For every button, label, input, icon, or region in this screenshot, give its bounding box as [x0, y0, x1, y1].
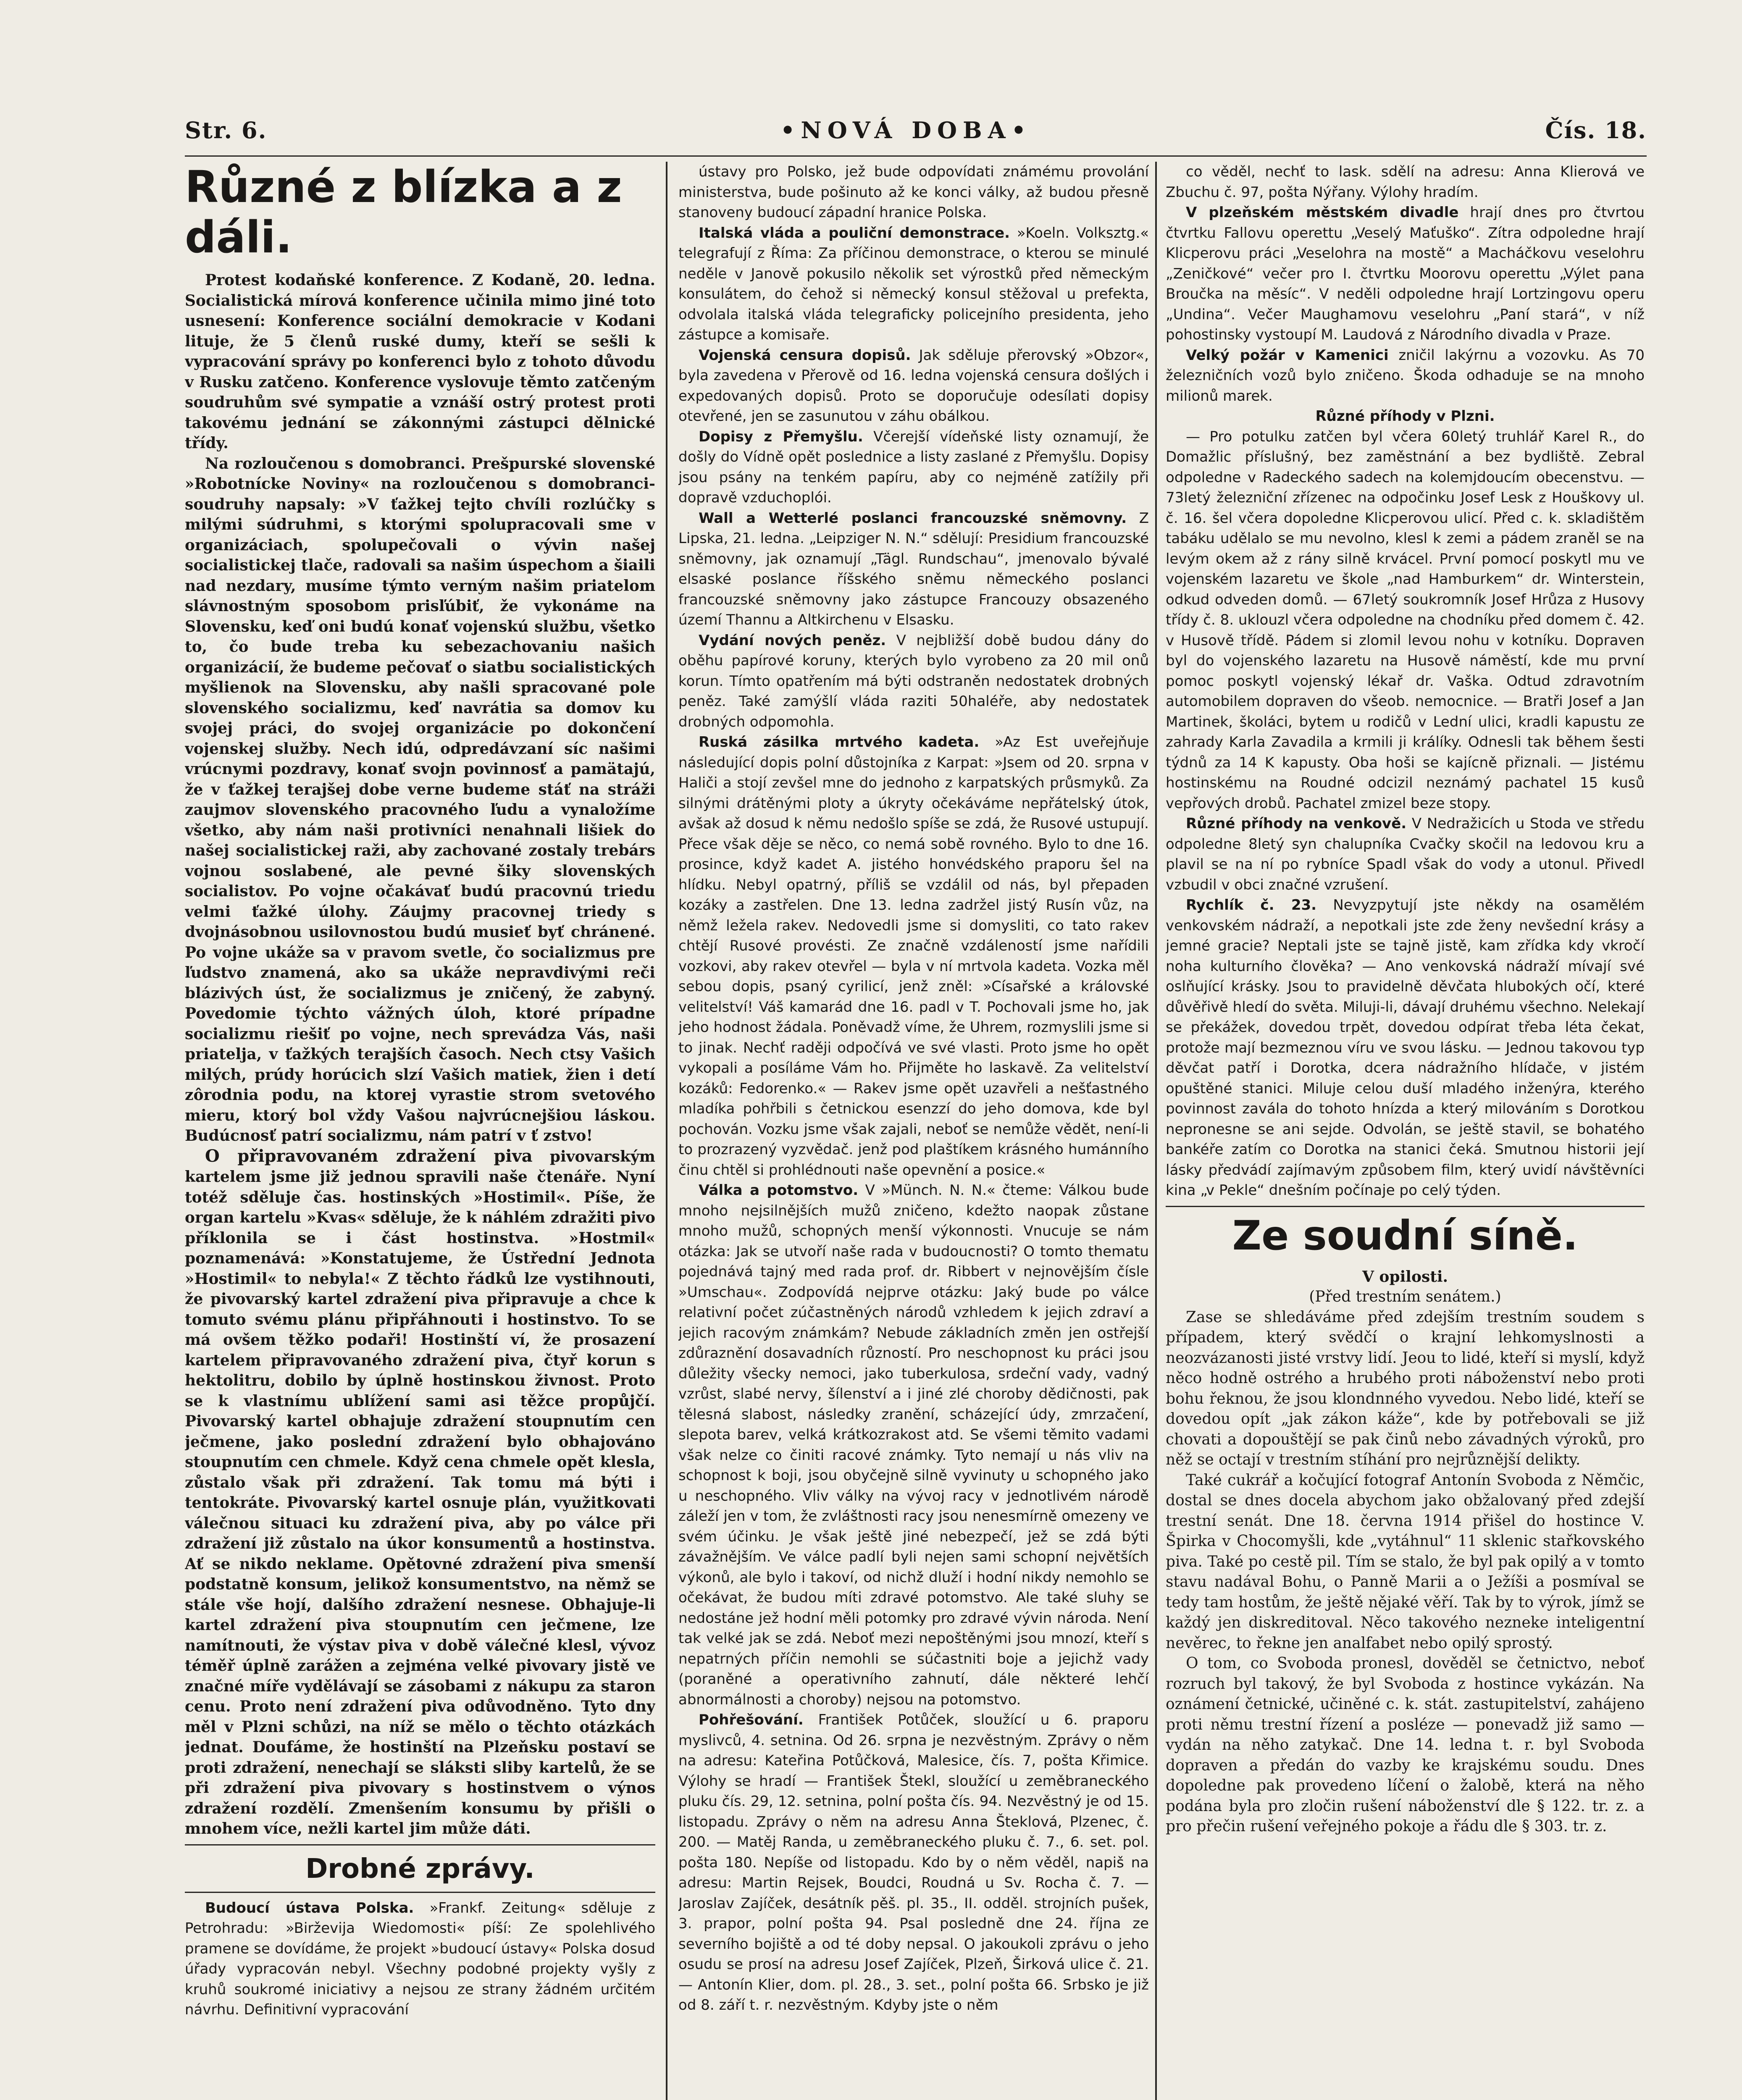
- column-rule-2: [1155, 162, 1157, 2100]
- article: [185, 454, 655, 1146]
- article-heading: V plzeňském městském divadle: [1186, 204, 1459, 221]
- section-title: Drobné zprávy.: [305, 1853, 535, 1885]
- article: [1166, 895, 1645, 1201]
- column-2: [678, 162, 1149, 2100]
- article: [678, 630, 1149, 732]
- article: [678, 732, 1149, 1180]
- article: [678, 1180, 1149, 1710]
- article-body: V Nedražicích u Stoda ve středu odpoledne 8letý syn chalupníka Cvačky skočil na ledovou kru a plavil se na ní po rybníce Spadl však do vody a utonul. Přivedl vzbudil v obci značné vzrušení.: [1166, 815, 1645, 893]
- header-rule: [185, 155, 1647, 157]
- article-heading: O připravovaném zdražení piva: [205, 1146, 533, 1166]
- article-body: pivovarským kartelem jsme již jednou spravili naše čtenáře. Nyní totéž sděluje čas. hostinských »Hostimil«. Píše, že organ kartelu »Kvas« sděluje, že k náhlém zdražiti pivo příklonila se i část hostinstva. »Hostmil« poznamenává: »Konstatujeme, že Ústřední Jednota »Hostimil« to nebyla!« Z těchto řádků lze vystihnouti, že pivovarský kartel zdražení piva připravuje a chce k tomuto svému plánu připřáhnouti i hostinstvo. To se má ovšem těžko podaři! Hostinští ví, že prosazení kartelem připravovaného zdražení piva, čtyř korun s hektolitru, dobilo by úplně hostinskou živnost. Proto se k vlastnímu ublížení sami asi těžce propůjčí. Pivovarský kartel obhajuje zdražení stoupnutím cen ječmene, jako poslední zdražení bylo obhajováno stoupnutím cen chmele. Když cena chmele opět klesla, zůstalo však při zdražení. Tak tomu má býti i tentokráte. Pivovarský kartel osnuje plán, využitkovati válečnou situaci ku zdražení piva, aby po válce při zdražení již zůstalo na úkor konsumentů a hostinstva. Ať se nikdo neklame. Opětovné zdražení piva smenší podstatně konsum, jelikož konsumentstvo, na němž se stále vše hojí, dalšího zdražení nesnese. Obhajuje-li kartel zdražení piva stoupnutím cen ječmene, lze namítnouti, že výstav piva v době válečné klesl, vývoz téměř úplně zarážen a zejména velké pivovary jistě ve značné míře vydělávají se zásobami z nákupu za staron cenu. Proto není zdražení piva odůvodněno. Tyto dny měl v Plzni schůzi, na níž se mělo o těchto otázkách jednat. Doufáme, že hostinští na Plzeňsku postaví se proti zdražení, nenechají se sláksti sliby kartelů, že se při zdražení piva pivovary s hostinstvem o výnos zdražení rozdělí. Zmenšením konsumu by přišli o mnohem více, nežli kartel jim může dáti.: [185, 1147, 655, 1838]
- article-continued: ústavy pro Polsko, jež bude odpovídati známému provolání ministerstva, bude pošinuto až ke konci války, až budou přesně stanoveny budoucí západní hranice Polska.: [678, 163, 1149, 221]
- article-heading: Italská vláda a pouliční demonstrace.: [699, 224, 1010, 242]
- divider: [1166, 1206, 1645, 1207]
- article-body: Včerejší vídeňské listy oznamují, že došly do Vídně opět poslednice a listy zaslané z Přemyšlu. Dopisy jsou psány na tenkém papíru, aby co nejméně zatížily při dopravě vzduchoplói.: [678, 428, 1149, 506]
- article-heading: Různé příhody na venkově.: [1186, 815, 1407, 832]
- article-body: Nevyzpytují jste někdy na osamělém venkovském nádraží, a nepotkali jste zde ženy nevšední krásy a jemné gracie? Neptali jste se tajně jistě, kam zřídka kdy vkročí noha kulturního člověka? — Ano venkovská nádraží mívají své oslňující krásky. Jsou to pravidelně děvčata hlubokých očí, které důvěřivě hledí do světa. Miluji-li, dávají druhému všechno. Nelekají se překážek, dovedou trpět, dovedou odpírat třeba léta čekat, protože mají bezmeznou víru ve svou lásku. — Jednou takovou typ děvčat patří i Dorotka, dcera nádražního hlídače, v jistém opuštěné stanici. Miluje celou duší mladého inženýra, kterého povinnost zavála do tohoto hnízda a který milováním s Dorotkou nepronesne se ani sejde. Odvolán, se ještě stavil, se bohatého bankéře zatím co Dorotka na stanici čeká. Smutnou historii její lásky předvádí zajímavým způsobem film, který uvidí návštěvníci kina „v Pekle“ dnešním počínaje po celý týden.: [1166, 897, 1645, 1199]
- divider: [185, 1892, 655, 1893]
- article-body: V nejbližší době budou dány do oběhu papírové koruny, kterých bylo vyrobeno za 20 mil onů korun. Tímto opatřením má býti odstraněn nedostatek drobných peněz. Také zamýšlí vláda raziti 50haléře, aby nedostatek drobných odpomohla.: [678, 632, 1149, 730]
- article-heading: Vydání nových peněz.: [699, 632, 886, 649]
- article-heading: Budoucí ústava Polska.: [205, 1899, 414, 1916]
- article: [678, 345, 1149, 427]
- subsection-title: Různé příhody v Plzni.: [1315, 408, 1495, 425]
- column-rule-1: [666, 162, 667, 2100]
- article: [678, 1710, 1149, 2016]
- article: [1166, 202, 1645, 345]
- article: [185, 1146, 655, 1839]
- divider: [185, 1844, 655, 1845]
- article-body: Zase se shledáváme před zdejším trestním soudem s případem, který svědčí o krajní lehkomyslnosti a neozvázanosti jisté vrstvy lidí. Jeou to lidé, kteří si myslí, když něco hodně ostrého a hrubého proti náboženství nebo proti bohu řeknou, že jsou klondnného vyvedou. Nebo lidé, kteří se dovedou opít „jak zákon káže“, kde by potřebovali se již chovati a dopouštějí se pak činů nebo závadných výroků, pro něž se octají v trestním stíhání pro nejrůznější delikty.: [1166, 1308, 1645, 1468]
- court-section: [1166, 1212, 1645, 1837]
- article-body: »Koeln. Volksztg.« telegrafují z Říma: Za příčinou demonstrace, o kterou se minulé neděle v Janově pokusilo několik set výrostků před německým konsulátem, do čehož si německý konsul stěžoval u prefekta, odvolala italská vláda telegraficky policejního presidenta, jeho zástupce a komisaře.: [678, 224, 1149, 343]
- article-body: — Pro potulku zatčen byl včera 60letý truhlář Karel R., do Domažlic příslušný, bez zaměstnání a bez bydliště. Zebral odpoledne v Radeckého sadech na kolemjdoucím obecenstvu. — 73letý železniční zřízenec na odpočinku Josef Lesk z Houškovy ul. č. 16. šel včera dopoledne Klicperovou ulicí. Před c. k. skladištěm tabáku udělalo se mu nevolno, klesl k zemi a pádem zraněl se na levým okem až z rány silně krvácel. První pomocí poskytl mu ve vojenském lazaretu ve škole „nad Hamburkem“ dr. Winterstein, odkud odveden domů. — 67letý soukromník Josef Hrůza z Husovy třídy č. 8. uklouzl včera odpoledne na chodníku před domem č. 42. v Husově třídě. Pádem si zlomil levou nohu v kotníku. Dopraven byl do vojenského lazaretu na Husově náměstí, kde mu první pomoc poskytl vojenský lékař dr. Vaška. Odtud zdravotním automobilem dopraven do všeob. nemocnice. — Bratři Josef a Jan Martinek, školáci, bytem u rodičů v Lední ulici, kradli kapustu ze zahrady Karla Zavadila a krmili ji králíky. Odnesli tak během šesti týdnů za 14 K kapusty. Oba hoši se kajícně přiznali. — Jistému hostinskému na Roudné odcizil neznámý pachatel 15 kusů vepřových drobů. Pachatel zmizel beze stopy.: [1166, 428, 1645, 812]
- column-1: [185, 162, 655, 2100]
- article-body: V »Münch. N. N.« čteme: Válkou bude mnoho nejsilnějších mužů zničeno, kdežto naopak zůstane mnoho mužů, schopných menší výkonnosti. Vnucuje se nám otázka: Jak se utvoří naše rada v budoucnosti? O tomto thematu pojednává tajný med rada prof. dr. Ribbert v nejnovějším čísle »Umschau«. Zodpovídá nejprve otázku: Jaký bude po válce relativní počet zúčastněných národů vzhledem k jejich zdraví a jejich racovým známkám? Nebude základních změn jen ostřejší zdůraznění dosavadních růzností. Pro neschopnost ku práci jsou důležity všecky nemoci, jako tuberkulosa, srdeční vady, vadný vzrůst, slabé nervy, šílenství a i jiné zlé choroby dědičnosti, pak tělesná slabost, následky zranění, scházející údy, zmrzačení, slepota barev, velká krátkozrakost atd. Se všemi těmito vadami však nelze co činiti racové známky. Tyto nemají u nás vliv na schopnost k boji, jsou obyčejně silně vyvinuty u schopného jako u neschopného. Vliv války na vývoj racy v jednotlivém národě záleží jen v tom, že zvláštnosti racy jsou nenesmírně omezeny ve svém účinku. Je však ještě jiné nebezpečí, jež se zdá býti závažnějším. Ve válce padlí byli nejen sami schopní největších výkonů, ale bylo i takoví, od nichž dluží i hodní nikdy nemohlo se očekávat, že budou míti zdravé potomstvo. Ale také sluhy se nedostáne jež hodní měli potomky pro zdravé vývin národa. Není tak velké jak se zdá. Neboť mezi nepoštěnými jsou mnozí, kteří s nepatrných příčin nemohli se súčastniti boje a jejichž vady (poraněné a operativního zahnutí, dále některé lehčí abnormálnosti a choroby) nejsou na potomstvo.: [678, 1182, 1149, 1708]
- article: [678, 427, 1149, 508]
- article-heading: Rychlík č. 23.: [1186, 897, 1317, 914]
- column-3: [1166, 162, 1645, 2100]
- article: [185, 270, 655, 454]
- article-body: hrají dnes pro čtvrtou čtvrtku Fallovu operettu „Veselý Maťuško“. Zítra odpoledne hrají Klicperovu práci „Veselohra na mostě“ a Macháčkovu veselohru „Zeničkové“ večer pro I. čtvrtku Moorovu operettu „Výlet pana Broučka na měsíc“. V neděli odpoledne hrají Lortzingovu operu „Undina“. Večer Maughamovu veselohru „Paní stará“, v níž pohostinsky vystoupí M. Laudová z Národního divadla v Praze.: [1166, 204, 1645, 343]
- article-heading: Ruská zásilka mrtvého kadeta.: [699, 734, 980, 751]
- page-header: [185, 107, 1647, 153]
- article-body: Jak sděluje přerovský »Obzor«, byla zavedena v Přerově od 16. ledna vojenská censura došlých i expedovaných dopisů. Proto se doporučuje odesílati dopisy otevřené, jen se zasunutou v záhu obálkou.: [678, 346, 1149, 425]
- article-heading: Na rozloučenou s domobranci.: [205, 454, 466, 472]
- article-continued: co věděl, nechť to lask. sdělí na adresu: Anna Klierová ve Zbuchu č. 97, pošta Nýřany. Výlohy hradím.: [1166, 163, 1645, 201]
- article: [1166, 814, 1645, 895]
- article-body: Z Lipska, 21. ledna. „Leipziger N. N.“ sdělují: Presidium francouzské sněmovny, jak oznamují „Tägl. Rundschau“, jmenovalo bývalé elsaské poslance říšského sněmu německého poslanci francouzské sněmovny jako zástupce Francouzy obsazeného území Thannu a Altkirchenu v Elsasku.: [678, 509, 1149, 628]
- article: [185, 1898, 655, 2020]
- article-body: Také cukrář a kočující fotograf Antonín Svoboda z Němčic, dostal se dnes docela abychom jako obžalovaný před zdejší trestní senát. Dne 18. června 1914 přišel do hostince V. Špirka v Chocomyšli, kde „vytáhnul“ 11 sklenic stařkovského piva. Také po cestě pil. Tím se stalo, že byl pak opilý a v tomto stavu nadával Bohu, o Panně Marii a o Ježíši a posmíval se tedy tam hostům, že ještě nějaké věří. Tak by to výrok, jímž se každý jen diskreditoval. Něco takového nezneke inteligentní nevěrec, to řekne jen analfabet nebo opilý sprostý.: [1166, 1471, 1645, 1652]
- section-headline: Ze soudní síně.: [1232, 1212, 1578, 1259]
- page-number: Str. 6.: [185, 117, 267, 144]
- article-body: »Az Est uveřejňuje následující dopis polní důstojníka z Karpat: »Jsem od 20. srpna v Haliči a stojí zevšel mne do jednoho z karpatských průsmyků. Za silnými drátěnými ploty a úkryty očekáváme nepřátelský útok, avšak až dosud k němu nedošlo spíše se zdá, že Rusové ustupují. Přece však děje se něco, co nemá sobě rovného. Bylo to dne 16. prosince, když kadet A. jistého honvédského praporu šel na hlídku. Nebyl opatrný, příliš se vzdálil od nás, byl přepaden kozáky a zastřelen. Dne 13. ledna zadržel jistý Rusín vůz, na němž ležela rakev. Nedovedli jsme si domysliti, co tato rakev chtějí Rusové provésti. Ze značně vzdáleností jsme nařídili vozkovi, aby rakev otevřel — byla v ní mrtvola kadeta. Vozka měl sebou dopis, psaný cyrilicí, jenž zněl: »Císařské a královské velitelství! Váš kamarád dne 16. padl v T. Pochovali jsme ho, jak jeho hodnost žádala. Poněvadž víme, že Uhrem, rozmyslili jsme si to jinak. Nechť raději odpočívá ve své vlasti. Proto jsme ho opět vykopali a posíláme Vám ho. Přijměte ho laskavě. Za velitelství kozáků: Fedorenko.« — Rakev jsme opět uzavřeli a nešťastného mladíka pohřbili s četnickou esenzzí do jeho domova, kde byl pochován. Vozku jsme však zajali, neboť se nemůže vědět, není-li to prozrazený vyzvědač. jenž pod plaštíkem krásného humánního činu chtěl si prohlédnouti naše opevnění a posice.«: [678, 734, 1149, 1179]
- article-heading: Vojenská censura dopisů.: [699, 346, 911, 364]
- section-headline: Různé z blízka a z dáli.: [185, 162, 622, 263]
- article: [1166, 345, 1645, 407]
- article-heading: Pohřešování.: [699, 1712, 804, 1728]
- article-heading: Dopisy z Přemyšlu.: [699, 428, 863, 445]
- article-subtitle: (Před trestním senátem.): [1309, 1288, 1501, 1305]
- article: [678, 508, 1149, 630]
- article-heading: Wall a Wetterlé poslanci francouzské sněmovny.: [699, 509, 1127, 527]
- article-heading: Válka a potomstvo.: [699, 1182, 859, 1199]
- newspaper-title: •NOVÁ DOBA•: [780, 117, 1032, 144]
- article-heading: Protest kodaňské konference.: [205, 271, 464, 289]
- article-heading: Velký požár v Kamenici: [1186, 346, 1389, 364]
- article-body: »Frankf. Zeitung« sděluje z Petrohradu: »Birževija Wiedomosti« píší: Ze spolehlivého pramene se dovídáme, že projekt »budoucí ústavy« Polska dosud úřady vypracován nebyl. Všechny podobné projekty vyšly z kruhů soukromé iniciativy a nejsou ze strany žádném určitém návrhu. Definitivní vypracování: [185, 1899, 655, 2018]
- article: [678, 223, 1149, 345]
- news-block: [1166, 162, 1645, 1201]
- article-body: František Potůček, sloužící u 6. praporu myslivců, 4. setnina. Od 26. srpna je nezvěstným. Zprávy o něm na adresu: Kateřina Potůčková, Malesice, čís. 7, pošta Křimice. Výlohy se hradí — František Štekl, sloužící u zeměbraneckého pluku čís. 29, 12. setnina, polní pošta čís. 94. Nezvěstný je od 15. listopadu. Zprávy o něm na adresu Anna Šteklová, Plzenec, č. 200. — Matěj Randa, u zeměbraneckého pluku č. 7., 6. set. pol. pošta 180. Nepíše od listopadu. Kdo by o něm věděl, napiš na adresu: Martin Rejsek, Boudci, Roudná u Sv. Rocha č. 7. — Jaroslav Zajíček, desátník pěš. pl. 35., II. odděl. strojních pušek, 3. prapor, polní pošta 94. Psal posledně dne 24. října ze severního bojiště a od té doby nepsal. O jakoukoli zprávu o jeho osudu se prosí na adresu Josef Zajíček, Plzeň, Širková ulice č. 21. — Antonín Klier, dom. pl. 28., 3. set., polní pošta 66. Srbsko je již od 8. září t. r. nezvěstným. Kdyby jste o něm: [678, 1712, 1149, 2013]
- article-body: O tom, co Svoboda pronesl, dověděl se četnictvo, neboť rozruch byl takový, že byl Svoboda z hostince vykázán. Na oznámení četnické, učiněné c. k. stát. zastupitelství, zahájeno proti němu trestní řízení a posléze — ponevadž již samo — vydán na něho zatykač. Dne 14. ledna t. r. byl Svoboda dopraven a předán do vazby ke krajskému soudu. Dnes dopoledne pak provedeno líčení o žalobě, která na něho podána byla pro zločin rušení náboženství dle § 122. tr. z. a pro přečin rušení veřejného pokoje a řádu dle § 303. tr. z.: [1166, 1655, 1645, 1835]
- article-body: Prešpurské slovenské »Robotnícke Noviny« na rozloučenou s domobranci-soudruhy napsaly: »V ťažkej tejto chvíli rozlúčky s milými súdruhmi, s ktorými spolupracovali sme v organizáciach, spolupečovali o vývin našej socialistickej tlače, radovali sa našim úspechom a šiaili nad nezdary, musíme týmto verným našim priatelom slávnostným sposobom prisľúbiť, že vykonáme na Slovensku, keď oni budú konať vojenskú službu, všetko to, čo bude treba ku sebezachovaniu našich organizácií, že budeme pečovať o siatbu socialistických myšlienok na Slovensku, aby našli spracované pole slovenského socializmu, keď navrátia sa domov ku svojej práci, do svojej organizácie po dokončení vojenskej služby. Nech idú, odpredávzaní síc našimi vrúcnymi pozdravy, konať svojn povinnosť a pamätajú, že v ťažkej terajšej dobe verne budeme stáť na stráži zaujmov slovenského pracovného ľudu a vynaložíme všetko, aby nám naši protivníci nenahnali lišiek do našej socialistickej raži, aby zachované zostaly trebárs vojnou soslabené, ale pevné šiky slovenských socialistov. Po vojne očakávať budú pracovnú triedu velmi ťažké úlohy. Záujmy pracovnej triedy s dvojnásobnou usilovnostou budú musieť byť chránené. Po vojne ukáže sa v pravom svetle, čo socializmus pre ľudstvo znamená, ako sa ukáže nepravdivými reči blázivých úst, že socializmus je zničený, že zabyný. Povedomie týchto vážných úloh, ktoré prípadne socializmu riešiť po vojne, nech sprevádza Vás, naši priatelja, v ťažkých terajších časoch. Nech ctsy Vašich milých, prúdy horúcich slzí Vašich matiek, žien i detí zôrodnia podu, na ktorej vyrastie strom svetového mieru, ktorý bol vždy Vašou najvrúcnejšiou láskou. Budúcnosť patrí socializmu, nám patrí v ť zstvo!: [185, 454, 655, 1144]
- article-body: Z Kodaně, 20. ledna. Socialistická mírová konference učinila mimo jiné toto usnesení: Konference sociální demokracie v Kodani lituje, že 5 členů ruské dumy, kteří se sešli k vypracování správy po konferenci bylo z tohoto důvodu v Rusku zatčeno. Konference vyslovuje těmto zatčeným soudruhům své sympatie a vznáší ostrý protest proti takovému jednání se zákonnými zástupci dělnické třídy.: [185, 271, 655, 452]
- article-title: V opilosti.: [1362, 1268, 1448, 1286]
- article-body: zničil lakýrnu a vozovku. As 70 železničních vozů bylo zničeno. Škoda odhaduje se na mnoho milionů marek.: [1166, 346, 1645, 404]
- issue-number: Čís. 18.: [1545, 117, 1647, 144]
